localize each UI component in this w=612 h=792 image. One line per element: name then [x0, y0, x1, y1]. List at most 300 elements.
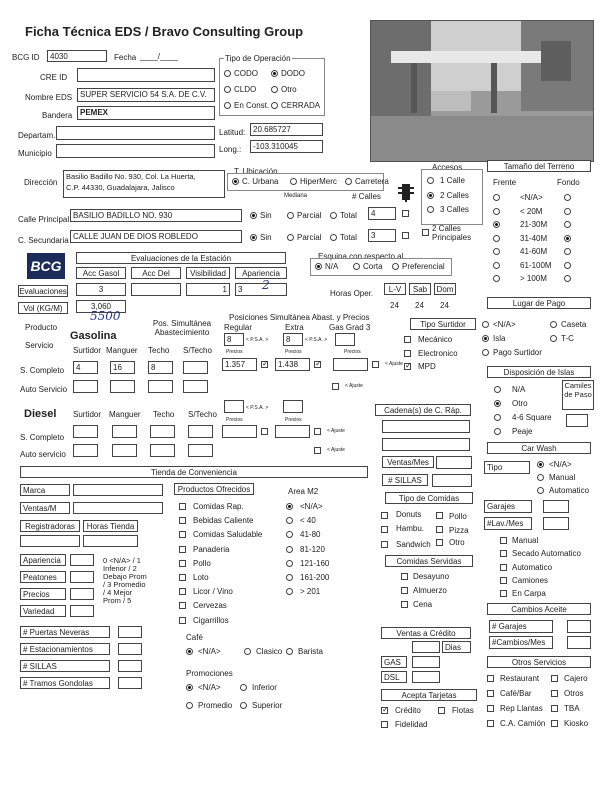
tienda-apariencia-field[interactable]	[70, 554, 94, 566]
credito-card-label: Crédito	[395, 706, 421, 715]
ca-camion-check[interactable]	[487, 720, 494, 727]
tba-label: TBA	[564, 704, 580, 713]
producto-check-0[interactable]	[179, 503, 186, 510]
terreno-option-label-6: > 100M	[520, 274, 547, 283]
cs-calles-field[interactable]: 3	[368, 229, 396, 242]
frente-radio-0[interactable]	[493, 194, 500, 201]
otros-check[interactable]	[551, 690, 558, 697]
dom-value[interactable]: 24	[440, 301, 449, 310]
pago-isla-radio[interactable]	[482, 335, 489, 342]
otro-comida-label: Otro	[449, 538, 465, 547]
cafe-bar-check[interactable]	[487, 690, 494, 697]
diesel-surtidor-field[interactable]	[73, 425, 98, 438]
diesel-precio2-field[interactable]	[275, 425, 310, 438]
esquina-corta-label: Corta	[363, 262, 383, 271]
frente-radio-5[interactable]	[493, 262, 500, 269]
kiosko-label: Kiosko	[564, 719, 589, 728]
bandera-field[interactable]: PEMEX	[77, 106, 215, 120]
diesel-precio1-field[interactable]	[222, 425, 257, 438]
hipermerc-radio[interactable]	[290, 178, 297, 185]
apariencia-value: 3	[238, 285, 243, 294]
station-photo-drawing	[371, 21, 593, 161]
cafe-label: Café	[186, 633, 203, 642]
esquina-pref-label: Preferencial	[402, 262, 445, 271]
cafe-option-label-0: <N/A>	[198, 647, 221, 656]
gas-auto-manguer-field[interactable]	[110, 380, 135, 393]
secado-label: Secado Automatico	[512, 549, 581, 558]
tipo-surtidor-title: Tipo Surtidor	[410, 318, 476, 330]
dsl-credito-label: DSL	[381, 671, 407, 683]
municipio-field[interactable]	[56, 144, 215, 158]
cerrada-label: CERRADA	[281, 101, 321, 110]
sillas-field[interactable]	[432, 474, 472, 487]
registradoras-field[interactable]	[20, 535, 80, 547]
otro-comida-check[interactable]	[436, 539, 443, 546]
frente-radio-1[interactable]	[493, 208, 500, 215]
area-radio-1[interactable]	[286, 517, 293, 524]
extra-precios-label: Precios	[285, 349, 302, 355]
promociones-label: Promociones	[186, 669, 233, 678]
cadena-field-1[interactable]	[382, 420, 470, 433]
area-label-5: 161-200	[300, 573, 330, 582]
direccion-field[interactable]	[63, 170, 225, 198]
visibilidad-field[interactable]: 1	[186, 283, 230, 296]
tienda-peatones-label: Peatones	[20, 571, 66, 583]
diesel-auto-manguer-field[interactable]	[112, 444, 137, 457]
fondo-radio-4[interactable]	[564, 248, 571, 255]
marca-field[interactable]	[73, 484, 163, 496]
pago-na-radio[interactable]	[482, 321, 489, 328]
cadena-field-2[interactable]	[382, 438, 470, 451]
gas-ajuste-label: < Ajuste	[385, 361, 403, 367]
islas-na-radio[interactable]	[494, 386, 501, 393]
vol-field[interactable]: 3,060	[76, 300, 126, 313]
terreno-option-label-1: < 20M	[520, 206, 543, 216]
gas-auto-s-techo-field[interactable]	[183, 380, 208, 393]
carretera-radio[interactable]	[345, 178, 352, 185]
extra-pos-field[interactable]: 8	[283, 333, 303, 346]
lav-manual-check[interactable]	[500, 537, 507, 544]
islas-peaje-label: Peaje	[512, 427, 533, 436]
dom-header: Dom	[434, 283, 456, 295]
diesel-s-techo-field[interactable]	[188, 425, 213, 438]
hambu-label: Hambu.	[396, 524, 425, 533]
fondo-radio-2[interactable]	[564, 221, 571, 228]
diesel-techo-label: Techo	[153, 410, 175, 419]
hipermerc-label: HiperMerc	[300, 177, 337, 186]
cafe-radio-2[interactable]	[286, 648, 293, 655]
acceso-1-radio[interactable]	[427, 177, 434, 184]
marca-label: Marca	[20, 484, 70, 496]
cs-total-radio[interactable]	[330, 234, 337, 241]
esquina-title: Esquina con respecto al	[318, 252, 404, 261]
station-photo	[370, 20, 594, 162]
visibilidad-header: Visibilidad	[186, 267, 230, 279]
credito-card-check[interactable]	[381, 707, 388, 714]
acceso-3-label: 3 Calles	[440, 205, 469, 214]
fecha-field[interactable]: ____/____	[140, 52, 178, 61]
dias-field[interactable]	[412, 641, 440, 653]
accesos-title: Accesos	[432, 163, 463, 172]
cs-parcial-label: Parcial	[297, 233, 322, 242]
diesel-auto-s-techo-field[interactable]	[188, 444, 213, 457]
frente-radio-6[interactable]	[493, 275, 500, 282]
frente-radio-4[interactable]	[493, 248, 500, 255]
gas-auto-techo-field[interactable]	[148, 380, 173, 393]
acc-gasol-header: Acc Gasol	[76, 267, 126, 279]
desayuno-label: Desayuno	[413, 572, 450, 581]
area-radio-0[interactable]	[286, 503, 293, 510]
fecha-label: Fecha	[114, 53, 137, 62]
apariencia-field[interactable]	[235, 283, 287, 296]
extra-precio-field[interactable]: 1.438	[275, 358, 310, 371]
cre-id-label: CRE ID	[40, 73, 68, 82]
cajero-check[interactable]	[551, 675, 558, 682]
latitud-field[interactable]: 20.685727	[250, 123, 323, 136]
fondo-radio-6[interactable]	[564, 275, 571, 282]
flotas-check[interactable]	[438, 707, 445, 714]
diesel-s-completo-label: S. Completo	[20, 433, 65, 442]
kiosko-check[interactable]	[551, 720, 558, 727]
cp-calles-check[interactable]	[402, 210, 409, 217]
otros-label: Otros	[564, 689, 584, 698]
evaluaciones-title: Evaluaciones de la Estación	[76, 252, 286, 264]
regular-precio-field[interactable]: 1.357	[222, 358, 257, 371]
producto-check-3[interactable]	[179, 546, 186, 553]
gas-techo-field[interactable]: 8	[148, 361, 173, 374]
c-secundaria-field[interactable]: CALLE JUAN DE DIOS ROBLEDO	[70, 230, 242, 243]
c-secundaria-label: C. Secundaria	[18, 236, 69, 245]
sab-value[interactable]: 24	[415, 301, 424, 310]
garajes-field[interactable]	[543, 500, 569, 513]
almuerzo-label: Almuerzo	[413, 586, 447, 595]
diesel-title: Diesel	[24, 408, 57, 420]
urbana-radio[interactable]	[232, 178, 239, 185]
apariencia-handwritten: 2	[262, 278, 270, 292]
gas-credito-field[interactable]	[412, 656, 440, 668]
cre-id-field[interactable]	[77, 68, 215, 82]
diesel-pos2-field[interactable]	[283, 400, 303, 413]
page-title: Ficha Técnica EDS / Bravo Consulting Group	[25, 24, 304, 39]
pago-surtidor-radio[interactable]	[482, 349, 489, 356]
tienda-estacionamientos-field[interactable]	[118, 643, 142, 655]
frente-radio-3[interactable]	[493, 235, 500, 242]
acceso-3-radio[interactable]	[427, 206, 434, 213]
cp-total-label: Total	[340, 211, 357, 220]
producto-label-6: Licor / Vino	[193, 587, 233, 597]
terreno-option-label-0: <N/A>	[520, 193, 543, 202]
cena-label: Cena	[413, 600, 433, 609]
cerrada-radio[interactable]	[271, 102, 278, 109]
producto-label-8: Cigarrillos	[193, 615, 229, 625]
producto-label-7: Cervezas	[193, 601, 227, 611]
lav-mes-field[interactable]	[543, 517, 569, 530]
acceso-2-radio[interactable]	[427, 192, 434, 199]
cajero-label: Cajero	[564, 674, 588, 683]
promo-radio-2[interactable]	[186, 702, 193, 709]
producto-check-8[interactable]	[179, 617, 186, 624]
promo-option-label-2: Promedio	[198, 701, 233, 710]
ventas-m-label: Ventas/M	[20, 502, 70, 514]
gas-auto-surtidor-field[interactable]	[73, 380, 98, 393]
direccion-line1: Basilio Badillo No. 930, Col. La Huerta,	[66, 172, 196, 181]
pago-na-label: <N/A>	[493, 320, 516, 329]
codo-radio[interactable]	[224, 70, 231, 77]
ventas-m-field[interactable]	[73, 502, 163, 514]
cp-parcial-radio[interactable]	[287, 212, 294, 219]
pago-caseta-radio[interactable]	[550, 321, 557, 328]
longitud-field[interactable]: -103.310045	[250, 140, 323, 153]
rating-scale-line: Inferior / 2	[103, 564, 137, 573]
restaurant-label: Restaurant	[500, 674, 540, 683]
lugar-pago-title: Lugar de Pago	[487, 297, 591, 309]
diesel-auto-techo-field[interactable]	[150, 444, 175, 457]
otro-op-label: Otro	[281, 85, 297, 94]
cafe-radio-0[interactable]	[186, 648, 193, 655]
municipio-label: Municipio	[18, 149, 52, 158]
car-wash-manual-radio[interactable]	[537, 474, 544, 481]
cldo-radio[interactable]	[224, 86, 231, 93]
producto-check-6[interactable]	[179, 588, 186, 595]
tba-check[interactable]	[551, 705, 558, 712]
regular-psa-label: < P.S.A. >	[246, 337, 269, 343]
extra-label: Extra	[285, 323, 304, 332]
producto-check-5[interactable]	[179, 574, 186, 581]
principales-label: 2 Calles Principales	[432, 224, 472, 242]
manguer-label: Manguer	[106, 346, 138, 355]
lv-value[interactable]: 24	[390, 301, 399, 310]
producto-check-2[interactable]	[179, 531, 186, 538]
area-radio-4[interactable]	[286, 560, 293, 567]
area-radio-5[interactable]	[286, 574, 293, 581]
promo-radio-0[interactable]	[186, 684, 193, 691]
tarjetas-title: Acepta Tarjetas	[381, 689, 477, 701]
grad3-precios-label: Precios	[344, 349, 361, 355]
cafe-option-label-2: Barista	[298, 647, 323, 656]
producto-check-1[interactable]	[179, 517, 186, 524]
islas-otro-label: Otro	[512, 399, 528, 408]
fondo-radio-5[interactable]	[564, 262, 571, 269]
ventas-mes-field[interactable]	[436, 456, 472, 469]
cs-parcial-radio[interactable]	[287, 234, 294, 241]
promo-radio-1[interactable]	[240, 684, 247, 691]
rating-scale-line: Debajo Prom	[103, 572, 147, 581]
rep-llantas-label: Rep Llantas	[500, 704, 543, 713]
diesel-manguer-label: Manguer	[109, 410, 141, 419]
producto-label-4: Pollo	[193, 558, 211, 568]
sab-header: Sab	[409, 283, 431, 295]
gas-surtidor-field[interactable]: 4	[73, 361, 98, 374]
tienda-peatones-field[interactable]	[70, 571, 94, 583]
tienda-sillas-field[interactable]	[118, 660, 142, 672]
producto-label-2: Comidas Saludable	[193, 530, 263, 540]
pizza-label: Pizza	[449, 526, 469, 535]
sandwich-label: Sandwich	[396, 540, 431, 549]
acc-del-field[interactable]	[131, 283, 181, 296]
cp-sin-radio[interactable]	[250, 212, 257, 219]
traffic-light-icon	[398, 184, 414, 204]
grad3-precio-check[interactable]	[372, 361, 379, 368]
en-const-radio[interactable]	[224, 102, 231, 109]
bcg-id-label: BCG ID	[12, 53, 40, 62]
tienda-precios-field[interactable]	[70, 588, 94, 600]
area-radio-3[interactable]	[286, 546, 293, 553]
diesel-auto-surtidor-field[interactable]	[73, 444, 98, 457]
cafe-radio-1[interactable]	[244, 648, 251, 655]
electronico-check[interactable]	[404, 350, 411, 357]
camiles-paso-field[interactable]	[566, 414, 588, 427]
pago-surtidor-label: Pago Surtidor	[493, 348, 542, 357]
gasolina-title: Gasolina	[70, 330, 117, 342]
departamento-field[interactable]	[56, 126, 215, 140]
regular-precio-check[interactable]	[261, 361, 268, 368]
tipo-comidas-title: Tipo de Comidas	[385, 492, 473, 504]
producto-check-7[interactable]	[179, 602, 186, 609]
rep-llantas-check[interactable]	[487, 705, 494, 712]
promo-option-label-3: Superior	[252, 701, 283, 710]
camiones-check[interactable]	[500, 577, 507, 584]
rating-scale	[103, 557, 147, 605]
almuerzo-check[interactable]	[401, 587, 408, 594]
tienda-puertas-label: # Puertas Neveras	[20, 626, 110, 638]
grad3-precio-field[interactable]	[333, 358, 368, 371]
area-label-1: < 40	[300, 516, 316, 526]
islas-peaje-radio[interactable]	[494, 428, 501, 435]
car-wash-auto-label: Automatico	[549, 486, 590, 495]
islas-square-label: 4-6 Square	[512, 413, 552, 422]
aceite-garajes-field[interactable]	[567, 620, 591, 633]
vol-handwritten: 5500	[90, 309, 121, 323]
apariencia-header: Apariencia	[235, 267, 287, 279]
dodo-radio[interactable]	[271, 70, 278, 77]
desayuno-check[interactable]	[401, 573, 408, 580]
donuts-check[interactable]	[381, 512, 388, 519]
lav-auto-label: Automatico	[512, 563, 553, 572]
rating-scale-line: / 4 Mejor	[103, 588, 133, 597]
diesel-auto-label: Auto servicio	[20, 450, 66, 459]
aceite-garajes-label: # Garajes	[489, 620, 553, 633]
sillas-label: # SILLAS	[382, 474, 428, 486]
ventas-mes-label: Ventas/Mes	[382, 456, 434, 468]
promo-radio-3[interactable]	[240, 702, 247, 709]
lav-auto-check[interactable]	[500, 564, 507, 571]
rating-scale-line: / 3 Promedio	[103, 580, 146, 589]
cena-check[interactable]	[401, 601, 408, 608]
tienda-variedad-field[interactable]	[70, 605, 94, 617]
esquina-corta-radio[interactable]	[353, 263, 360, 270]
en-carpa-label: En Carpa	[512, 589, 546, 598]
mecanico-check[interactable]	[404, 336, 411, 343]
mpd-check[interactable]	[404, 363, 411, 370]
fondo-radio-0[interactable]	[564, 194, 571, 201]
area-label-3: 81-120	[300, 544, 325, 554]
otro-op-radio[interactable]	[271, 86, 278, 93]
pollo-comida-check[interactable]	[436, 512, 443, 519]
pago-tc-radio[interactable]	[550, 335, 557, 342]
regular-pos-field[interactable]: 8	[224, 333, 244, 346]
cp-total-radio[interactable]	[330, 212, 337, 219]
gas-s-techo-field[interactable]	[183, 361, 208, 374]
gas-auto-check[interactable]	[332, 383, 339, 390]
gas-auto-servicio-label: Auto Servicio	[20, 385, 68, 394]
esquina-pref-radio[interactable]	[392, 263, 399, 270]
diesel-manguer-field[interactable]	[112, 425, 137, 438]
bcg-id-field[interactable]: 4030	[47, 50, 107, 62]
diesel-ajuste2-label: < Ajuste	[327, 447, 345, 453]
diesel-techo-field[interactable]	[150, 425, 175, 438]
car-wash-na-radio[interactable]	[537, 461, 544, 468]
dsl-credito-field[interactable]	[412, 671, 440, 683]
frente-label: Frente	[493, 178, 517, 187]
diesel-precio2-check[interactable]	[314, 428, 321, 435]
car-wash-auto-radio[interactable]	[537, 487, 544, 494]
producto-label-0: Comidas Rap.	[193, 502, 244, 511]
tienda-tramos-field[interactable]	[118, 677, 142, 689]
donuts-label: Donuts	[396, 510, 422, 519]
hambu-check[interactable]	[381, 526, 388, 533]
cs-calles-check[interactable]	[402, 232, 409, 239]
fondo-radio-1[interactable]	[564, 208, 571, 215]
pos-simultanea-title: Pos. Simultánea Abastecimiento	[152, 319, 212, 337]
principales-check[interactable]	[422, 229, 429, 236]
latitud-label: Latitud:	[219, 128, 246, 137]
cs-total-label: Total	[340, 233, 357, 242]
terreno-option-label-2: 21-30M	[520, 220, 548, 229]
esquina-na-radio[interactable]	[315, 263, 322, 270]
tienda-title: Tienda de Conveniencia	[20, 466, 368, 478]
sandwich-check[interactable]	[381, 541, 388, 548]
diesel-auto-check[interactable]	[314, 447, 321, 454]
cp-calles-field[interactable]: 4	[368, 207, 396, 220]
diesel-precios2-label: Precios	[285, 417, 302, 423]
nombre-eds-field[interactable]: SUPER SERVICIO 54 S.A. DE C.V.	[77, 88, 215, 102]
tienda-sillas-label: # SILLAS	[20, 660, 110, 672]
calle-principal-field[interactable]: BASILIO BADILLO NO. 930	[70, 209, 242, 222]
secado-check[interactable]	[500, 550, 507, 557]
bcg-logo: BCG	[27, 253, 65, 279]
promo-option-label-0: <N/A>	[198, 683, 221, 692]
tienda-puertas-field[interactable]	[118, 626, 142, 638]
registradoras-label: Registradoras	[20, 520, 80, 532]
area-radio-2[interactable]	[286, 531, 293, 538]
cs-sin-radio[interactable]	[250, 234, 257, 241]
extra-precio-check[interactable]	[314, 361, 321, 368]
frente-radio-2[interactable]	[493, 221, 500, 228]
en-carpa-check[interactable]	[500, 590, 507, 597]
diesel-pos1-field[interactable]	[224, 400, 244, 413]
car-wash-title: Car Wash	[487, 442, 591, 454]
mediana-label: Mediana	[284, 193, 308, 199]
gas-manguer-field[interactable]: 16	[110, 361, 135, 374]
pizza-check[interactable]	[436, 526, 443, 533]
restaurant-check[interactable]	[487, 675, 494, 682]
diesel-precio1-check[interactable]	[261, 428, 268, 435]
aceite-cambios-field[interactable]	[567, 636, 591, 649]
producto-check-4[interactable]	[179, 560, 186, 567]
islas-square-radio[interactable]	[494, 414, 501, 421]
grad3-pos-field[interactable]	[335, 333, 355, 346]
carretera-label: Carretera	[355, 177, 389, 186]
horas-tienda-field[interactable]	[83, 535, 138, 547]
islas-otro-radio[interactable]	[494, 400, 501, 407]
horas-tienda-label: Horas Tienda	[83, 520, 138, 532]
producto-label-5: Loto	[193, 573, 209, 582]
fidelidad-check[interactable]	[381, 721, 388, 728]
area-radio-6[interactable]	[286, 588, 293, 595]
diesel-s-techo-label: S/Techo	[188, 410, 217, 419]
acc-gasol-field[interactable]: 3	[76, 283, 126, 296]
fondo-radio-3[interactable]	[564, 235, 571, 242]
